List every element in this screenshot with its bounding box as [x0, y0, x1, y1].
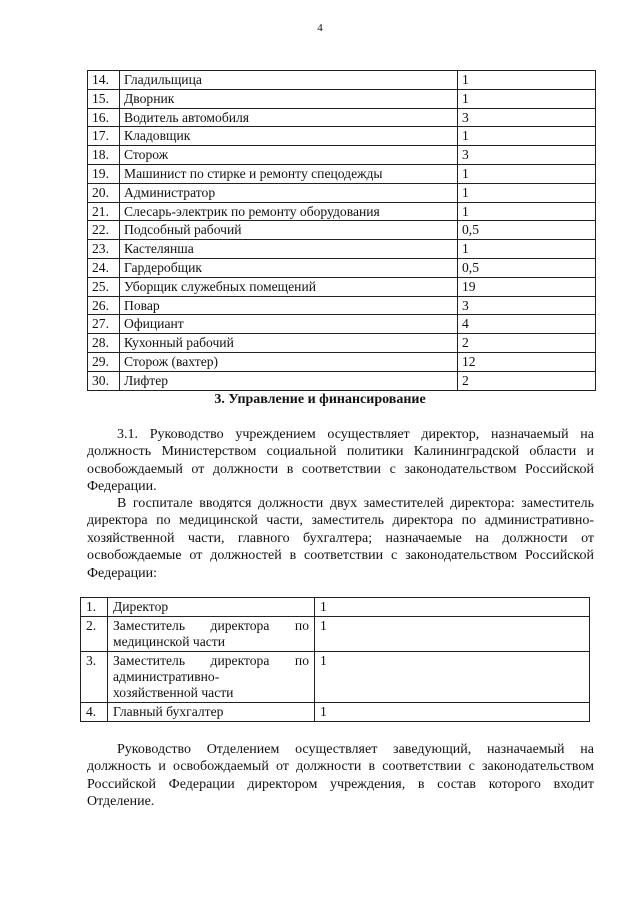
staff-count: 2	[458, 334, 596, 353]
position-line: Главный бухгалтер	[113, 704, 224, 719]
row-number: 28.	[88, 334, 120, 353]
table-row	[88, 258, 596, 277]
row-number: 1.	[81, 598, 108, 617]
paragraph-3-1-text: 3.1. Руководство учреждением осуществляет директор, назначаемый на должность Министерством социальной политики Калининградской области и освобождаемый от должности в соответствии с законодательством Российской Федерации.	[87, 427, 594, 495]
row-number: 16.	[88, 108, 120, 127]
position-line: медицинской части	[113, 634, 226, 649]
staff-count: 1	[315, 652, 590, 703]
position-name: Повар	[120, 296, 458, 315]
staff-table	[87, 70, 596, 391]
position-name	[108, 598, 315, 617]
staff-count: 12	[458, 352, 596, 371]
staff-count: 1	[315, 598, 590, 617]
row-number: 29.	[88, 352, 120, 371]
table-row	[88, 183, 596, 202]
staff-count: 1	[458, 183, 596, 202]
staff-count: 1	[458, 164, 596, 183]
staff-count: 4	[458, 315, 596, 334]
table-row	[88, 296, 596, 315]
table-row	[81, 703, 590, 722]
staff-count: 3	[458, 296, 596, 315]
staff-count: 1	[458, 240, 596, 259]
table-row	[88, 315, 596, 334]
table-row	[88, 240, 596, 259]
staff-count: 0,5	[458, 221, 596, 240]
row-number: 14.	[88, 71, 120, 90]
table-row	[88, 89, 596, 108]
position-name	[108, 703, 315, 722]
page-number: 4	[317, 22, 323, 34]
position-line: административно-	[113, 669, 220, 684]
row-number: 30.	[88, 371, 120, 390]
position-name: Официант	[120, 315, 458, 334]
row-number: 23.	[88, 240, 120, 259]
position-line: Директор	[113, 599, 169, 614]
table-row	[88, 352, 596, 371]
position-name: Администратор	[120, 183, 458, 202]
paragraph-deputies-text: В госпитале вводятся должности двух заместителей директора: заместитель директора по медицинской части, заместитель директора по административно-хозяйственной части, главного бухгалтера; назначаемые на должности от освобождаемые от должностей в соответствии с законодательством Российской Федерации:	[87, 496, 594, 581]
position-name: Подсобный рабочий	[120, 221, 458, 240]
position-name: Машинист по стирке и ремонту спецодежды	[120, 164, 458, 183]
staff-count: 1	[458, 202, 596, 221]
position-name: Сторож (вахтер)	[120, 352, 458, 371]
row-number: 20.	[88, 183, 120, 202]
position-name: Слесарь-электрик по ремонту оборудования	[120, 202, 458, 221]
staff-count: 1	[315, 703, 590, 722]
paragraph-3-1	[87, 426, 594, 496]
position-name	[108, 652, 315, 703]
table-row	[88, 221, 596, 240]
staff-count: 1	[315, 617, 590, 652]
row-number: 25.	[88, 277, 120, 296]
paragraph-department-text: Руководство Отделением осуществляет заведующий, назначаемый на должность и освобождаемый от должности в соответствии с законодательством Российской Федерации директором учреждения, в состав которого входит Отделение.	[87, 742, 594, 810]
position-name: Кухонный рабочий	[120, 334, 458, 353]
position-name: Водитель автомобиля	[120, 108, 458, 127]
row-number: 17.	[88, 127, 120, 146]
position-name: Кладовщик	[120, 127, 458, 146]
section-title: 3. Управление и финансирование	[214, 392, 426, 407]
table-row	[88, 371, 596, 390]
position-name: Гардеробщик	[120, 258, 458, 277]
table-row	[88, 71, 596, 90]
position-line: Заместитель директора по	[113, 618, 309, 633]
position-name: Сторож	[120, 146, 458, 165]
deputy-table	[80, 597, 590, 722]
staff-count: 19	[458, 277, 596, 296]
row-number: 3.	[81, 652, 108, 703]
staff-count: 1	[458, 127, 596, 146]
position-name: Лифтер	[120, 371, 458, 390]
row-number: 26.	[88, 296, 120, 315]
position-line: Заместитель директора по	[113, 653, 309, 668]
position-name: Гладильщица	[120, 71, 458, 90]
table-row	[88, 108, 596, 127]
table-row	[81, 617, 590, 652]
staff-count: 0,5	[458, 258, 596, 277]
table-row	[88, 202, 596, 221]
position-name: Уборщик служебных помещений	[120, 277, 458, 296]
paragraph-department	[87, 741, 594, 811]
table-row	[81, 598, 590, 617]
table-row	[88, 146, 596, 165]
position-line: хозяйственной части	[113, 685, 234, 700]
table-row	[88, 127, 596, 146]
table-row	[88, 334, 596, 353]
row-number: 27.	[88, 315, 120, 334]
row-number: 4.	[81, 703, 108, 722]
row-number: 19.	[88, 164, 120, 183]
staff-count: 1	[458, 71, 596, 90]
row-number: 24.	[88, 258, 120, 277]
staff-count: 2	[458, 371, 596, 390]
position-name: Дворник	[120, 89, 458, 108]
table-row	[88, 277, 596, 296]
paragraph-deputies	[87, 495, 594, 582]
staff-count: 1	[458, 89, 596, 108]
staff-count: 3	[458, 146, 596, 165]
row-number: 15.	[88, 89, 120, 108]
table-row	[88, 164, 596, 183]
position-name: Кастелянша	[120, 240, 458, 259]
table-row	[81, 652, 590, 703]
row-number: 22.	[88, 221, 120, 240]
row-number: 21.	[88, 202, 120, 221]
staff-count: 3	[458, 108, 596, 127]
row-number: 2.	[81, 617, 108, 652]
row-number: 18.	[88, 146, 120, 165]
position-name	[108, 617, 315, 652]
